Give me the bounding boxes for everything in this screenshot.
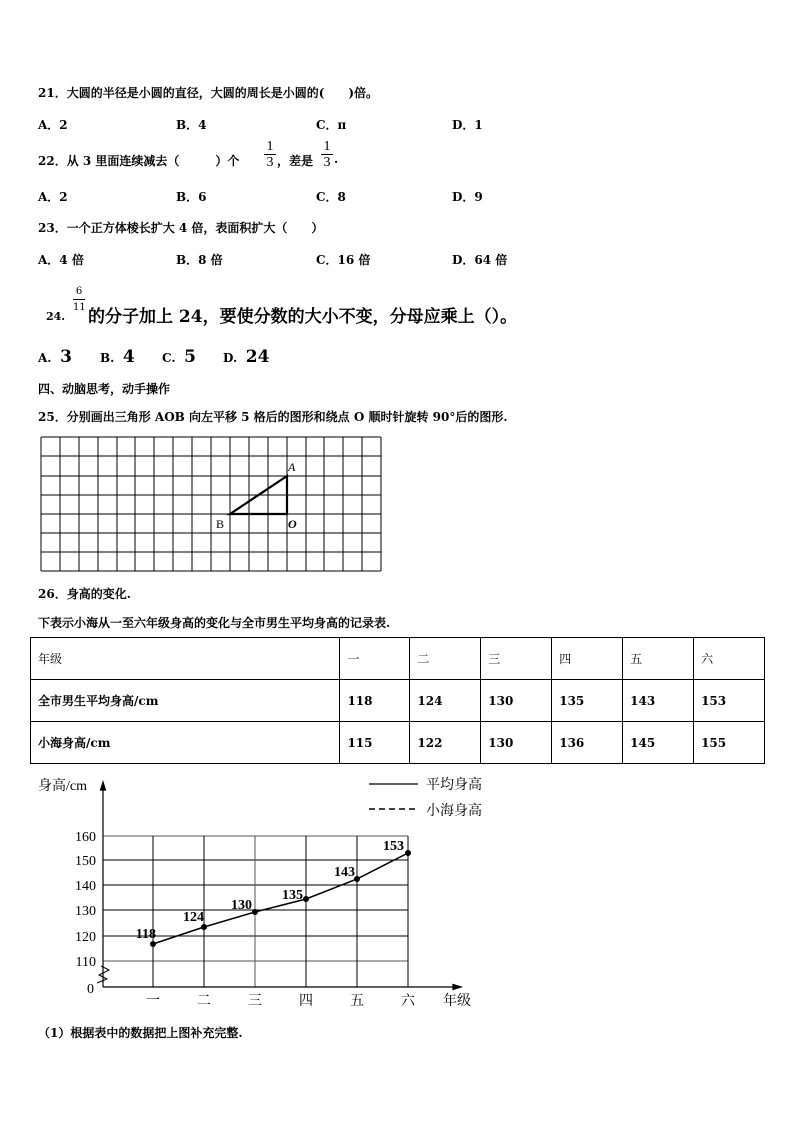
question-21-text: 21．大圆的半径是小圆的直径，大圆的周长是小圆的( )倍。 <box>38 86 379 100</box>
legend-label-average: 平均身高 <box>426 778 482 793</box>
q21-option-c[interactable]: C．π <box>316 118 347 132</box>
fraction-denominator: 11 <box>73 299 85 313</box>
table-header-cell: 六 <box>694 638 765 680</box>
y-tick: 140 <box>75 879 96 894</box>
q22-text-mid: ，差是 <box>277 154 314 168</box>
legend-label-xiaohai: 小海身高 <box>426 804 482 819</box>
q22-option-d[interactable]: D．9 <box>452 190 483 204</box>
table-cell: 155 <box>694 722 765 764</box>
question-26-sub-1: （1）根据表中的数据把上图补充完整. <box>38 1026 243 1040</box>
table-cell: 118 <box>340 680 410 722</box>
option-value: 4 <box>122 347 135 367</box>
table-header-cell: 一 <box>340 638 410 680</box>
fraction-numerator: 1 <box>266 139 274 154</box>
x-tick: 二 <box>197 994 211 1009</box>
q21-option-a[interactable]: A．2 <box>38 118 68 132</box>
table-cell: 136 <box>552 722 623 764</box>
table-cell: 122 <box>410 722 481 764</box>
question-23-text: 23．一个正方体棱长扩大 4 倍，表面积扩大（ ） <box>38 221 324 235</box>
table-cell: 135 <box>552 680 623 722</box>
point-o-label: O <box>288 517 297 531</box>
x-axis-arrow-icon <box>453 985 461 990</box>
point-label: 118 <box>135 927 156 942</box>
table-cell: 143 <box>623 680 694 722</box>
x-tick: 三 <box>248 994 262 1009</box>
table-header-cell: 五 <box>623 638 694 680</box>
y-axis-arrow-icon <box>101 782 106 790</box>
question-24-number: 24. <box>46 310 66 323</box>
chart-legend <box>369 776 482 819</box>
q23-option-d[interactable]: D．64 倍 <box>452 253 508 267</box>
table-cell: 130 <box>481 680 552 722</box>
option-letter: C. <box>162 351 176 365</box>
chart-axes <box>101 782 462 990</box>
table-row-label: 全市男生平均身高/cm <box>31 680 340 722</box>
question-26-intro: 下表示小海从一至六年级身高的变化与全市男生平均身高的记录表. <box>38 616 391 630</box>
fraction-denominator: 3 <box>321 154 333 170</box>
point-label: 130 <box>231 898 252 913</box>
y-tick: 0 <box>87 982 94 997</box>
table-header-cell: 年级 <box>31 638 340 680</box>
question-24-text: 的分子加上 24，要使分数的大小不变，分母应乘上（）。 <box>88 307 518 327</box>
y-tick: 150 <box>75 854 96 869</box>
series-average-line <box>153 853 408 944</box>
q22-text-pre: 22．从 3 里面连续减去（ ）个 <box>38 154 240 168</box>
q22-text-end: . <box>334 152 339 166</box>
table-cell: 130 <box>481 722 552 764</box>
q23-option-a[interactable]: A．4 倍 <box>38 253 84 267</box>
y-tick: 120 <box>75 930 96 945</box>
y-axis-label: 身高/cm <box>38 779 87 794</box>
point-label: 153 <box>383 839 404 854</box>
option-letter: A. <box>38 351 52 365</box>
point-label: 143 <box>334 865 355 880</box>
option-value: 5 <box>184 347 196 367</box>
option-value: 3 <box>60 347 72 367</box>
q22-option-b[interactable]: B．6 <box>176 190 207 204</box>
y-tick: 160 <box>75 830 96 845</box>
q21-option-b[interactable]: B．4 <box>176 118 207 132</box>
x-tick: 六 <box>401 994 415 1009</box>
q21-option-d[interactable]: D．1 <box>452 118 483 132</box>
y-tick: 110 <box>75 955 96 970</box>
x-axis-label: 年级 <box>443 994 471 1009</box>
fraction-numerator: 6 <box>75 286 83 297</box>
table-cell: 115 <box>340 722 410 764</box>
table-header-cell: 二 <box>410 638 481 680</box>
point-label: 124 <box>183 910 204 925</box>
y-tick-labels <box>75 830 96 997</box>
x-tick: 一 <box>146 994 160 1009</box>
table-row-label: 小海身高/cm <box>31 722 340 764</box>
fraction-denominator: 3 <box>264 154 276 170</box>
section-4-title: 四、动脑思考，动手操作 <box>38 382 171 396</box>
table-cell: 145 <box>623 722 694 764</box>
series-average-labels <box>136 839 404 942</box>
x-tick: 四 <box>299 994 313 1009</box>
question-25-text: 25．分别画出三角形 AOB 向左平移 5 格后的图形和绕点 O 顺时针旋转 90°后的图形. <box>38 410 508 424</box>
option-value: 24 <box>245 347 270 367</box>
x-tick: 五 <box>350 994 364 1009</box>
table-header-cell: 四 <box>552 638 623 680</box>
point-a-label: A <box>288 460 296 474</box>
q23-option-c[interactable]: C．16 倍 <box>316 253 371 267</box>
x-tick-labels <box>146 993 416 1009</box>
table-header-cell: 三 <box>481 638 552 680</box>
option-letter: D. <box>223 351 238 365</box>
y-tick: 130 <box>75 904 96 919</box>
q23-option-b[interactable]: B．8 倍 <box>176 253 223 267</box>
table-cell: 124 <box>410 680 481 722</box>
table-cell: 153 <box>694 680 765 722</box>
question-26-title: 26．身高的变化. <box>38 587 131 601</box>
option-letter: B. <box>100 351 115 365</box>
q22-option-a[interactable]: A．2 <box>38 190 68 204</box>
q22-option-c[interactable]: C．8 <box>316 190 346 204</box>
point-label: 135 <box>282 888 303 903</box>
fraction-numerator: 1 <box>323 139 331 154</box>
point-b-label: B <box>216 517 225 531</box>
